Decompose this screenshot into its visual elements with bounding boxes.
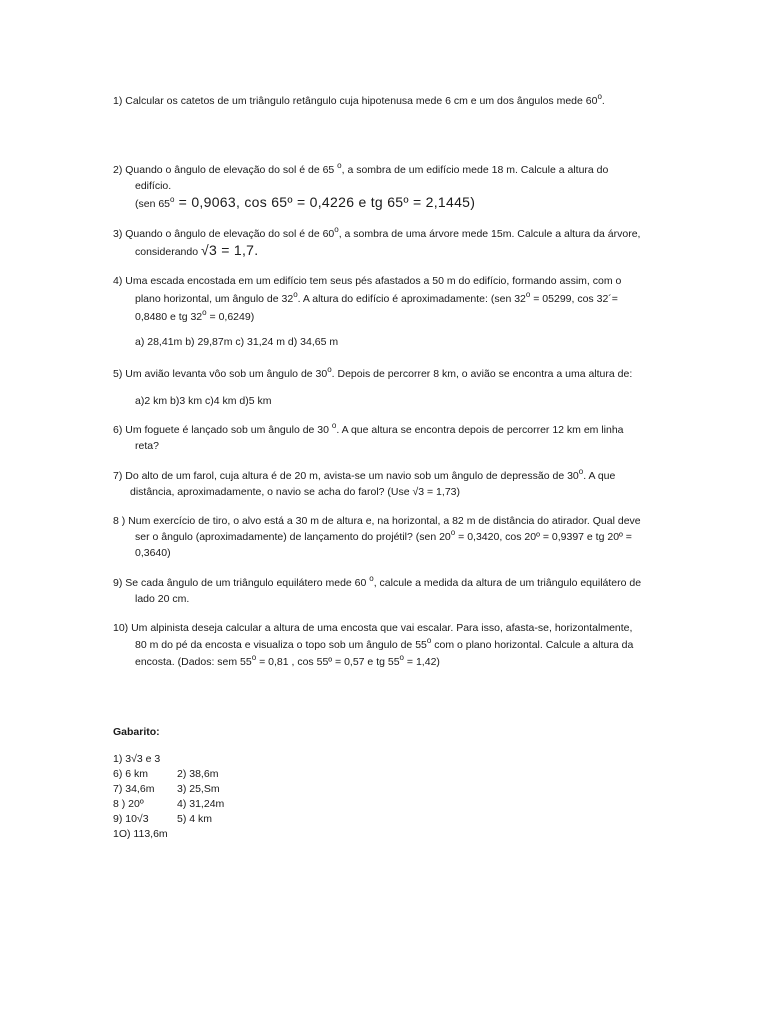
question-3-text-b: , a sombra de uma árvore mede 15m. Calcule a altura da árvore, [338, 228, 641, 240]
question-10 [113, 620, 655, 670]
answer-key-cell: 1) 3√3 e 3 [113, 753, 161, 765]
answer-key-cell: 4) 31,24m [177, 798, 225, 810]
question-7-line-2: distância, aproximadamente, o navio se acha do farol? (Use √3 = 1,73) [130, 486, 460, 498]
degree-sup: o [399, 653, 404, 662]
answer-key-row [113, 767, 224, 782]
question-6-line-2: reta? [135, 440, 159, 452]
question-4-text-d: 0,8480 e tg 32 [135, 311, 203, 323]
answer-key-cell: 5) 4 km [177, 813, 213, 825]
question-2 [113, 162, 655, 212]
answer-key-row [113, 812, 224, 827]
degree-sup: o [525, 290, 531, 299]
question-7-text-b: . A que [583, 470, 616, 482]
degree-sup: o [369, 574, 374, 583]
question-4 [113, 273, 655, 325]
question-7 [113, 468, 655, 500]
answer-key-row [113, 797, 224, 812]
question-2-line-2: edifício. [135, 180, 172, 192]
question-1-end: . [601, 95, 605, 107]
question-10-text-a: 80 m do pé da encosta e visualiza o topo sob um ângulo de 55 [135, 639, 427, 651]
degree-sup: o [331, 421, 337, 430]
degree-sup: o [597, 92, 602, 101]
degree-sup: o [251, 653, 257, 662]
degree-sup: o [426, 636, 432, 645]
degree-sup: o [202, 308, 207, 317]
question-10-line-2 [113, 636, 655, 653]
question-4-line-1: 4) Uma escada encostada em um edifício tem seus pés afastados a 50 m do edifício, formando assim, com o [113, 275, 622, 287]
answer-key-cell: 7) 34,6m [113, 783, 155, 795]
degree-sup: o [337, 161, 342, 170]
degree-sup: o [293, 290, 298, 299]
question-9-line-2: lado 20 cm. [135, 593, 190, 605]
question-8-line-2 [113, 529, 655, 545]
question-7-text-a: 7) Do alto de um farol, cuja altura é de 20 m, avista-se um navio sob um ângulo de depressão de 30 [113, 470, 579, 482]
question-3-considerando: considerando [135, 246, 201, 258]
question-6-text-b: . A que altura se encontra depois de percorrer 12 km em linha [336, 424, 624, 436]
question-2-data-a: (sen 65 [135, 198, 171, 210]
question-6 [113, 422, 655, 454]
answer-key-cell: 2) 38,6m [177, 768, 219, 780]
question-5 [113, 366, 655, 382]
answer-key-row [113, 827, 224, 842]
question-10-text-c: encosta. (Dados: sem 55 [135, 656, 252, 668]
answer-key-title: Gabarito: [113, 726, 160, 738]
question-3 [113, 226, 655, 260]
answer-key-row [113, 752, 224, 767]
question-9 [113, 575, 655, 607]
question-8-line-1: 8 ) Num exercício de tiro, o alvo está a 30 m de altura e, na horizontal, a 82 m de distância do atirador. Qual deve [113, 515, 641, 527]
degree-sup: o [327, 365, 332, 374]
question-3-text-a: 3) Quando o ângulo de elevação do sol é de 60 [113, 228, 335, 240]
answer-key-row [113, 782, 224, 797]
answer-key-cell: 9) 10√3 [113, 813, 149, 825]
question-2-line-3 [113, 194, 655, 212]
degree-sup: o [450, 528, 456, 537]
answer-key-cell: 1O) 113,6m [113, 828, 168, 840]
question-6-text-a: 6) Um foguete é lançado sob um ângulo de 30 [113, 424, 332, 436]
question-3-line-2 [113, 242, 655, 260]
question-8-line-3: 0,3640) [135, 547, 171, 559]
question-10-text-b: com o plano horizontal. Calcule a altura da [431, 639, 634, 651]
question-1-text: 1) Calcular os catetos de um triângulo retângulo cuja hipotenusa mede 6 cm e um dos ângulos mede 60 [113, 95, 598, 107]
question-2-text-b: , a sombra de um edifício mede 18 m. Calcule a altura do [341, 164, 609, 176]
answer-key [113, 752, 224, 842]
degree-sup: o [334, 225, 339, 234]
answer-key-cell: 3) 25,Sm [177, 783, 220, 795]
question-4-text-c: = 05299, cos 32´= [530, 293, 618, 305]
question-4-text-e: = 0,6249) [206, 311, 255, 323]
question-3-sqrt: √3 = 1,7. [200, 242, 259, 258]
question-2-data-b: = 0,9063, cos 65º = 0,4226 e tg 65º = 2,1445) [174, 194, 476, 210]
question-10-line-1: 10) Um alpinista deseja calcular a altura de uma encosta que vai escalar. Para isso, afasta-se, horizontalmente, [113, 622, 633, 634]
question-4-text-a: plano horizontal, um ângulo de 32 [135, 293, 294, 305]
question-5-options: a)2 km b)3 km c)4 km d)5 km [135, 395, 272, 407]
question-5-text-a: 5) Um avião levanta vôo sob um ângulo de 30 [113, 368, 328, 380]
question-10-text-d: = 0,81 , cos 55º = 0,57 e tg 55 [256, 656, 400, 668]
question-9-text-b: , calcule a medida da altura de um triângulo equilátero de [373, 577, 642, 589]
question-10-text-e: = 1,42) [404, 656, 440, 668]
question-8 [113, 513, 655, 561]
question-8-text-b: = 0,3420, cos 20º = 0,9397 e tg 20º = [455, 531, 632, 543]
question-1 [113, 93, 655, 109]
question-10-line-3 [113, 653, 655, 670]
question-4-line-3 [113, 307, 655, 325]
question-5-text-b: . Depois de percorrer 8 km, o avião se encontra a uma altura de: [331, 368, 633, 380]
question-2-text-a: 2) Quando o ângulo de elevação do sol é de 65 [113, 164, 338, 176]
degree-sup: o [578, 467, 584, 476]
degree-sup: o [170, 195, 175, 204]
question-4-options: a) 28,41m b) 29,87m c) 31,24 m d) 34,65 m [135, 336, 339, 348]
question-9-text-a: 9) Se cada ângulo de um triângulo equilátero mede 60 [113, 577, 370, 589]
question-4-text-b: . A altura do edifício é aproximadamente: (sen 32 [297, 293, 526, 305]
answer-key-cell: 6) 6 km [113, 768, 149, 780]
question-4-line-2 [113, 289, 655, 307]
answer-key-cell: 8 ) 20º [113, 798, 144, 810]
question-8-text-a: ser o ângulo (aproximadamente) de lançamento do projétil? (sen 20 [135, 531, 451, 543]
